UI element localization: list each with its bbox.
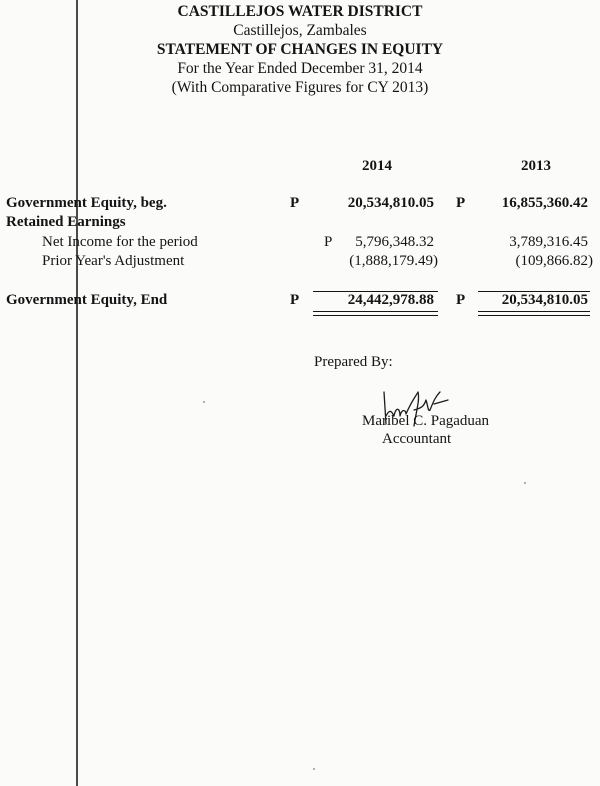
signatory-name: Maribel C. Pagaduan bbox=[362, 413, 490, 429]
row-label: Net Income for the period bbox=[42, 234, 198, 250]
row-label: Government Equity, beg. bbox=[6, 195, 167, 211]
value-2013: (109,866.82) bbox=[515, 253, 593, 269]
statement-title: STATEMENT OF CHANGES IN EQUITY bbox=[156, 41, 444, 58]
value-2013: 3,789,316.45 bbox=[509, 234, 588, 250]
value-2014: 24,442,978.88 bbox=[347, 292, 434, 308]
value-2013: 16,855,360.42 bbox=[501, 195, 588, 211]
peso-sign: P bbox=[290, 292, 300, 308]
scan-edge-line bbox=[76, 0, 78, 786]
document-header bbox=[0, 2, 600, 97]
peso-sign: P bbox=[456, 292, 466, 308]
row-net-income bbox=[0, 234, 600, 254]
scan-speck bbox=[524, 482, 526, 484]
value-2013: 20,534,810.05 bbox=[501, 292, 588, 308]
value-2014: (1,888,179.49) bbox=[349, 253, 438, 269]
org-location: Castillejos, Zambales bbox=[233, 22, 367, 39]
row-prior-adjustment bbox=[0, 253, 600, 273]
row-equity-end bbox=[0, 292, 600, 312]
double-underline-2013 bbox=[478, 311, 590, 316]
peso-sign: P bbox=[456, 195, 466, 211]
scan-speck bbox=[203, 401, 205, 403]
value-2014: 20,534,810.05 bbox=[347, 195, 434, 211]
statement-period: For the Year Ended December 31, 2014 bbox=[177, 60, 423, 77]
peso-sign: P bbox=[290, 195, 300, 211]
signatory-title: Accountant bbox=[382, 431, 452, 447]
row-equity-beg bbox=[0, 195, 600, 215]
row-label: Retained Earnings bbox=[6, 214, 126, 230]
row-label: Government Equity, End bbox=[6, 292, 168, 308]
double-underline-2014 bbox=[313, 311, 438, 316]
value-2014: 5,796,348.32 bbox=[355, 234, 434, 250]
scan-speck bbox=[313, 768, 315, 770]
org-name: CASTILLEJOS WATER DISTRICT bbox=[177, 3, 423, 20]
prepared-by-label: Prepared By: bbox=[314, 354, 393, 370]
column-header-2014: 2014 bbox=[362, 158, 392, 174]
row-label: Prior Year's Adjustment bbox=[42, 253, 185, 269]
row-retained-earnings bbox=[0, 214, 600, 234]
column-header-2013: 2013 bbox=[521, 158, 551, 174]
comparative-note: (With Comparative Figures for CY 2013) bbox=[171, 79, 429, 96]
peso-sign: P bbox=[324, 234, 333, 250]
